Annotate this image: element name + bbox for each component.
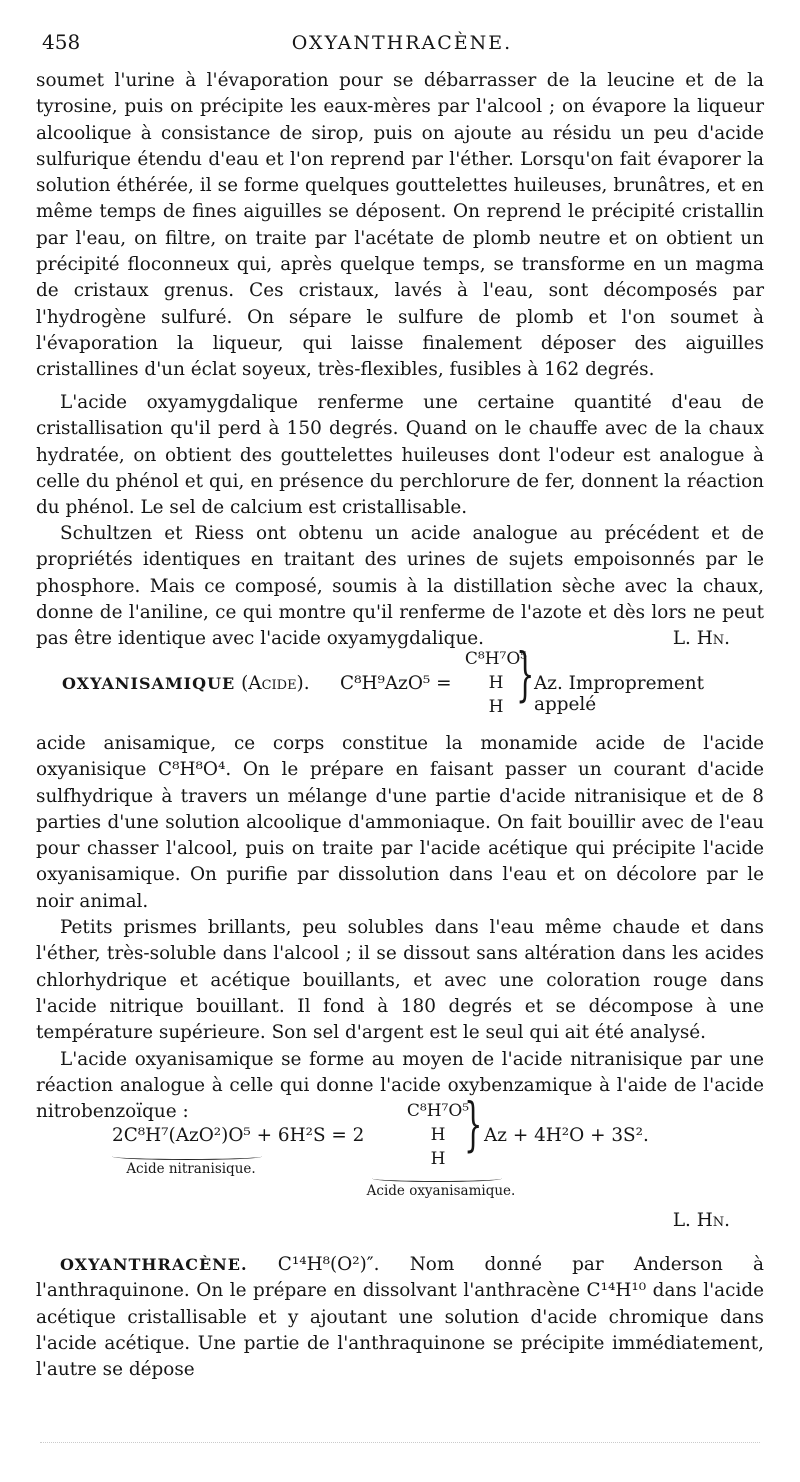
brace: } xyxy=(464,1090,483,1158)
paragraph-anisamique xyxy=(36,731,764,1125)
formula: C⁸H⁹AzO⁵ = xyxy=(340,673,452,694)
stack-row: C⁸H⁷O⁵ xyxy=(406,1101,470,1121)
paragraph-text: acide anisamique, ce corps constitue la monamide acide de l'acide oxyanisique C⁸H⁸O⁴. On le prépare en faisant passer un courant d'acide sulfhydrique à travers un mélange d'une partie d'acide nitranisique et de 8 parties d'une solution alcoolique d'ammoniaque. On fait bouillir avec de l'eau pour chasser l'alcool, puis on traite par l'acide acétique qui précipite l'acide oxyanisamique. On purifie par dissolution dans l'eau et on décolore par le noir animal. xyxy=(36,733,764,912)
running-head: OXYANTHRACÈNE. xyxy=(291,32,513,54)
stack-row: H xyxy=(430,1149,446,1169)
headword: OXYANTHRACÈNE. xyxy=(60,1255,248,1274)
equation-right: Az + 4H²O + 3S². xyxy=(484,1125,649,1146)
paragraph-text: Petits prismes brillants, peu solubles dans l'eau même chaude et dans l'éther, très-soluble dans l'alcool ; il se dissout sans altération dans les acides chlorhydrique et acétique bouillants, et avec une coloration rouge dans l'acide nitrique bouillant. Il fond à 180 degrés et se décompose à une température supérieure. Son sel d'argent est le seul qui ait été analysé. xyxy=(36,917,764,1044)
page-header xyxy=(42,30,762,64)
paragraph-text: L'acide oxyamygdalique renferme une certaine quantité d'eau de cristallisation qu'il perd à 150 degrés. Quand on le chauffe avec de la chaux hydratée, on obtient des gouttelettes huileuses dont l'odeur est analogue à celle du phénol et qui, en présence du perchlorure de fer, donnent la réaction du phénol. Le sel de calcium est cristallisable. xyxy=(36,392,764,519)
equation xyxy=(36,1090,764,1205)
entry-oxyanthracene xyxy=(36,1252,764,1383)
author-signature: L. Hn. xyxy=(672,1210,730,1231)
stack-row: H xyxy=(430,1125,446,1145)
stack-row: H xyxy=(488,673,504,693)
page-number: 458 xyxy=(42,30,81,54)
underbrace-left xyxy=(112,1153,262,1160)
stack-row: C⁸H⁷O⁵ xyxy=(464,649,528,669)
paragraph-leucine xyxy=(36,68,764,384)
equation-left: 2C⁸H⁷(AzO²)O⁵ + 6H²S = 2 xyxy=(112,1125,365,1146)
category: (Acide). xyxy=(241,673,310,694)
stack-row: H xyxy=(488,697,504,717)
paragraph-text: Schultzen et Riess ont obtenu un acide analogue au précédent et de propriétés identiques en traitant des urines de sujets empoisonnés par le phosphore. Mais ce composé, soumis à la distillation sèche avec la chaux, donne de l'aniline, ce qui montre qu'il renferme de l'azote et dès lors ne peut pas être identique avec l'acide oxyamygdalique. xyxy=(36,523,764,650)
headword: OXYANISAMIQUE xyxy=(62,674,236,693)
paragraph-text: L'acide oxyanisamique se forme au moyen de l'acide nitranisique par une réaction analogue à celle qui donne l'acide oxybenzamique à l'aide de l'acide nitrobenzoïque : xyxy=(36,1048,764,1123)
underbrace-right xyxy=(372,1175,502,1182)
brace: } xyxy=(516,640,535,708)
paragraph-schultzen xyxy=(36,521,764,652)
paragraph-text xyxy=(36,1252,764,1383)
label-nitranisique: Acide nitranisique. xyxy=(126,1161,256,1177)
paragraph-text: soumet l'urine à l'évaporation pour se débarrasser de la leucine et de la tyrosine, puis on précipite les eaux-mères par l'alcool ; on évapore la liqueur alcoolique à consistance de sirop, puis on ajoute au résidu un peu d'acide sulfurique étendu d'eau et l'on reprend par l'éther. Lorsqu'on fait évaporer la solution éthérée, il se forme quelques gouttelettes huileuses, brunâtres, et en même temps de fines aiguilles se déposent. On reprend le précipité cristallin par l'eau, on filtre, on traite par l'acétate de plomb neutre et on obtient un précipité floconneux qui, après quelque temps, se transforme en un magma de cristaux grenus. Ces cristaux, lavés à l'eau, sont décomposés par l'hydrogène sulfuré. On sépare le sulfure de plomb et l'on soumet à l'évaporation la liqueur, qui laisse finalement déposer des aiguilles cristallines d'un éclat soyeux, très-flexibles, fusibles à 162 degrés. xyxy=(36,70,764,381)
formula-tail: Az. Improprement appelé xyxy=(534,673,705,715)
author-signature: L. Hn. xyxy=(672,628,730,649)
paragraph-oxyamygdalique xyxy=(36,390,764,521)
entry-text: C¹⁴H⁸(O²)″. Nom donné par Anderson à l'anthraquinone. On le prépare en dissolvant l'anthracène C¹⁴H¹⁰ dans l'acide acétique cristallisable et y ajoutant une solution d'acide chromique dans l'acide acétique. Une partie de l'anthraquinone se précipite immédiatement, l'autre se dépose xyxy=(36,1254,764,1381)
label-oxyanisamique: Acide oxyanisamique. xyxy=(366,1183,516,1199)
entry-oxyanisamique-head xyxy=(36,640,764,727)
footer-divider xyxy=(40,1442,760,1447)
